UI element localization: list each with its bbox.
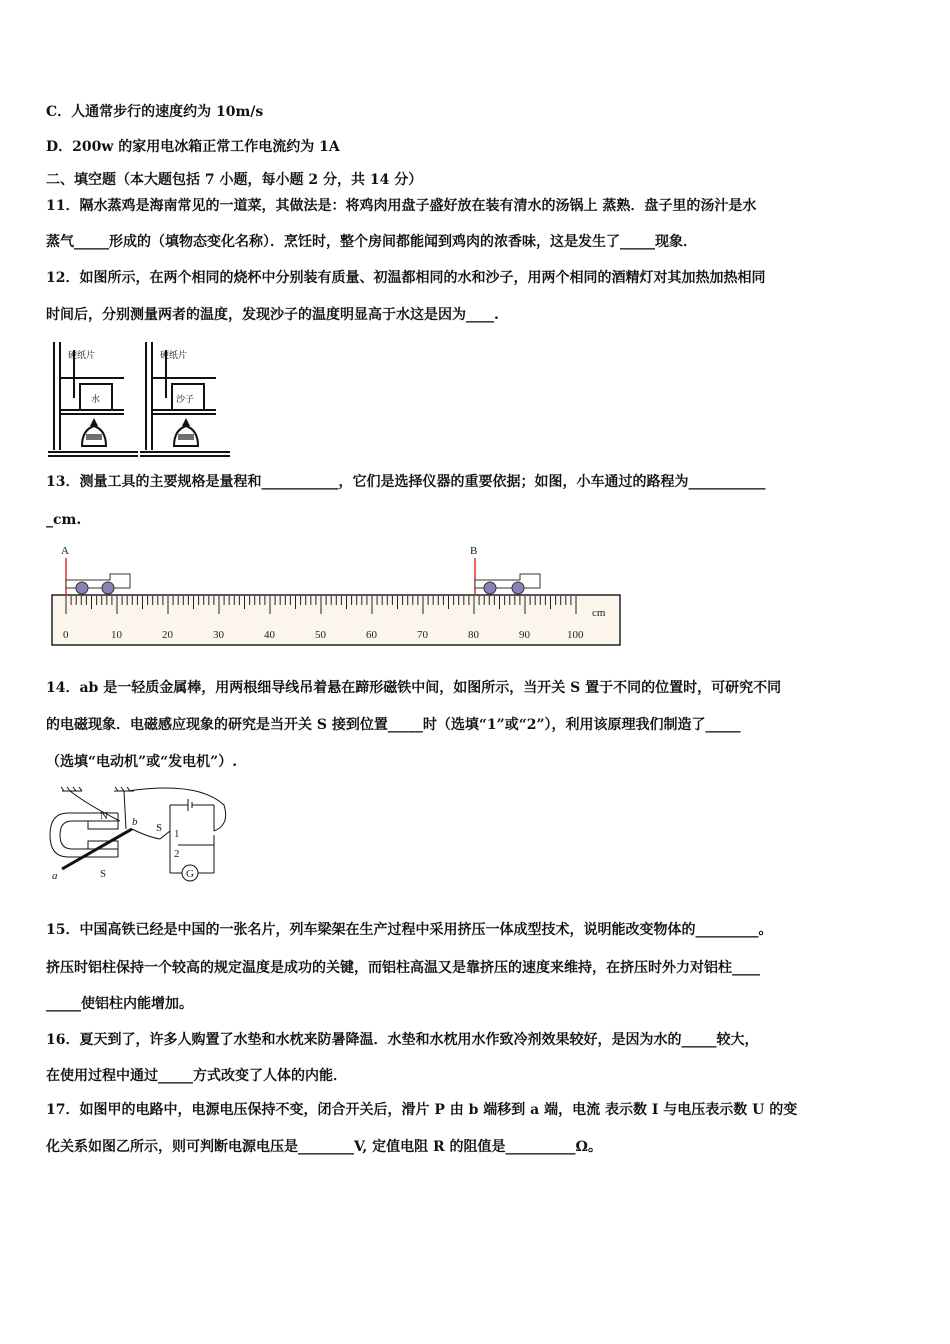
cart-at-a (66, 558, 130, 595)
ruler-tick-label: 0 (63, 629, 69, 641)
figure-13-ruler (50, 540, 625, 648)
question-12-line-2: 时间后，分别测量两者的温度，发现沙子的温度明显高于水这是因为____. (46, 307, 499, 323)
question-11-line-2: 蒸气_____形成的（填物态变化名称）．烹饪时，整个房间都能闻到鸡肉的浓香味，这是发生了_____现象． (46, 234, 697, 250)
ruler-tick-label: 60 (366, 629, 377, 641)
switch-position-1: 1 (174, 828, 180, 840)
ruler-tick-label: 30 (213, 629, 224, 641)
question-14-line-1: 14．ab 是一轻质金属棒，用两根细导线吊着悬在蹄形磁铁中间，如图所示，当开关 S 置于不同的位置时，可研究不同 (46, 680, 782, 696)
question-14-line-3: （选填“电动机”或“发电机”）. (46, 754, 238, 770)
point-a-label: A (61, 545, 69, 557)
figure-12-heating-setup (46, 338, 236, 460)
rod-end-b-label: b (132, 816, 138, 828)
ruler-unit: cm (592, 607, 606, 619)
ruler-tick-label: 40 (264, 629, 275, 641)
cart-at-b (475, 558, 540, 595)
galvanometer-label: G (186, 868, 194, 880)
question-15-line-2: 挤压时铝柱保持一个较高的规定温度是成功的关键，而铝柱高温又是靠挤压的速度来维持，在挤压时外力对铝柱____ (46, 960, 760, 976)
ruler-tick-label: 80 (468, 629, 479, 641)
question-14-line-2: 的电磁现象．电磁感应现象的研究是当开关 S 接到位置_____时（选填“1”或“2”），利用该原理我们制造了_____ (46, 717, 741, 733)
magnet-south-label: S (100, 868, 107, 880)
left-lid-label: 硬纸片 (68, 351, 96, 361)
sand-label: 沙子 (176, 395, 195, 405)
ruler-tick-label: 100 (567, 629, 584, 641)
rod-end-a-label: a (52, 870, 58, 882)
magnet-north-label: N (100, 810, 108, 822)
right-lid-label: 硬纸片 (160, 351, 188, 361)
section-2-heading: 二、填空题（本大题包括 7 小题，每小题 2 分，共 14 分） (46, 172, 423, 188)
option-c: C．人通常步行的速度约为 10m/s (46, 104, 264, 120)
point-b-label: B (470, 545, 478, 557)
ruler-tick-label: 10 (111, 629, 122, 641)
question-17-line-1: 17．如图甲的电路中，电源电压保持不变，闭合开关后，滑片 P 由 b 端移到 a 端，电流 表示数 I 与电压表示数 U 的变 (46, 1102, 798, 1118)
figure-14-electromagnet-circuit (48, 785, 238, 885)
switch-position-2: 2 (174, 848, 180, 860)
question-13-line-1: 13．测量工具的主要规格是量程和___________，它们是选择仪器的重要依据；如图，小车通过的路程为___________ (46, 474, 766, 490)
question-15-line-3: _____使铝柱内能增加。 (46, 996, 193, 1012)
ruler-tick-label: 90 (519, 629, 530, 641)
question-16-line-2: 在使用过程中通过_____方式改变了人体的内能． (46, 1068, 347, 1084)
water-label: 水 (91, 395, 101, 405)
option-d: D．200w 的家用电冰箱正常工作电流约为 1A (46, 139, 340, 155)
question-13-line-2: _cm. (46, 512, 82, 528)
question-16-line-1: 16．夏天到了，许多人购置了水垫和水枕来防暑降温．水垫和水枕用水作致冷剂效果较好，是因为水的_____较大， (46, 1032, 759, 1048)
switch-label: S (156, 822, 163, 834)
ruler-tick-label: 50 (315, 629, 326, 641)
ruler-tick-label: 20 (162, 629, 173, 641)
question-12-line-1: 12．如图所示，在两个相同的烧杯中分别装有质量、初温都相同的水和沙子，用两个相同的酒精灯对其加热加热相同 (46, 270, 766, 286)
ruler-tick-label: 70 (417, 629, 428, 641)
question-11-line-1: 11．隔水蒸鸡是海南常见的一道菜，其做法是：将鸡肉用盘子盛好放在装有清水的汤锅上 蒸熟．盘子里的汤汁是水 (46, 198, 757, 214)
question-17-line-2: 化关系如图乙所示，则可判断电源电压是________V, 定值电阻 R 的阻值是__________Ω。 (46, 1139, 603, 1155)
question-15-line-1: 15．中国高铁已经是中国的一张名片，列车梁架在生产过程中采用挤压一体成型技术，说明能改变物体的_________。 (46, 922, 773, 938)
